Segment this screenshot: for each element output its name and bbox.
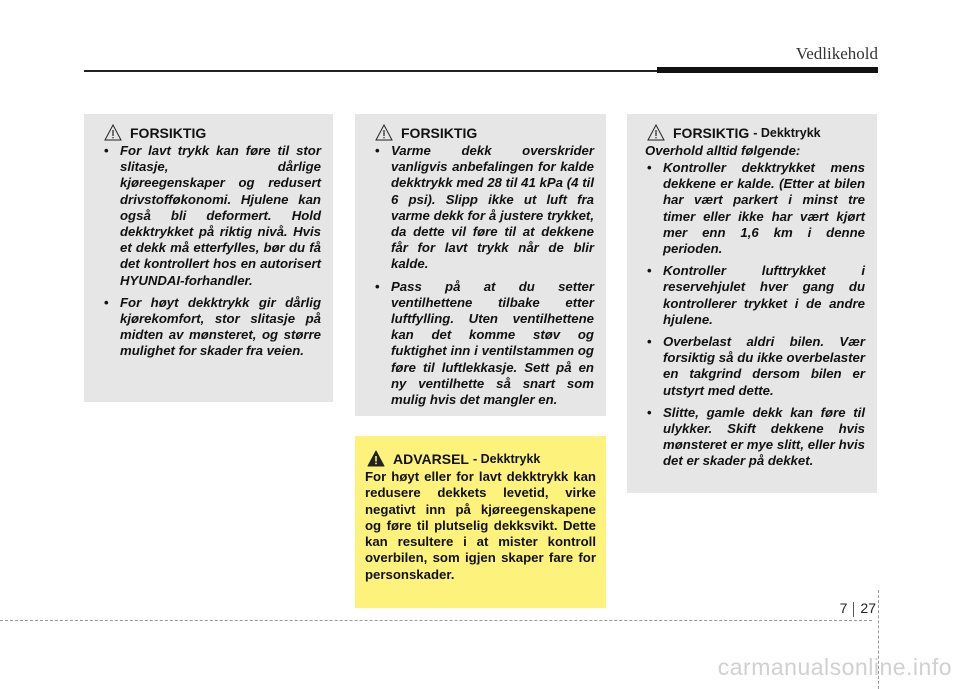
- caution-title-text: FORSIKTIG: [673, 124, 750, 141]
- warning-triangle-icon: [367, 450, 385, 467]
- warning-title-text: ADVARSEL: [393, 450, 469, 467]
- chapter-number: 7: [839, 600, 848, 616]
- caution-box-right: [627, 114, 877, 493]
- caution-list: [645, 160, 865, 470]
- page-number-value: 27: [860, 600, 876, 616]
- watermark: carmanualsonline.info: [717, 654, 952, 680]
- caution-title-text: FORSIKTIG: [401, 124, 478, 141]
- list-item: • For høyt dekktrykk gir dårlig kjørekomfort, stor slitasje på midten av mønsteret, og større mulighet for skader fra veien.: [102, 295, 321, 360]
- list-item: • Kontroller dekktrykket mens dekkene er kalde. (Etter at bilen har vært parkert i minst tre timer eller ikke har vært kjørt mer enn 1,6 km i denne perioden.: [645, 160, 865, 257]
- caution-title-text: FORSIKTIG: [130, 124, 207, 141]
- caution-title: [102, 124, 321, 141]
- list-item: • Varme dekk overskrider vanligvis anbefalingen for kalde dekktrykk med 28 til 41 kPa (4 til 6 psi). Slipp ikke ut luft fra varme dekk for å justere trykket, da dette vil føre til at dekkene får for lavt trykk når de blir kalde.: [373, 143, 594, 273]
- caution-subtitle: - Dekktrykk: [753, 125, 821, 140]
- caution-triangle-icon: [375, 124, 393, 141]
- list-item: • Pass på at du setter ventilhettene tilbake etter luftfylling. Uten ventilhettene kan det komme støv og fuktighet inn i ventilstammen og føre til luftlekkasje. Sett på en ny ventilhette så snart som mulig hvis det mangler en.: [373, 279, 594, 409]
- warning-subtitle: - Dekktrykk: [472, 451, 541, 466]
- list-item: • Slitte, gamle dekk kan føre til ulykker. Skift dekkene hvis mønsteret er mye slitt, eller hvis det er skader på dekket.: [645, 405, 865, 470]
- list-item: • Kontroller lufttrykket i reservehjulet hver gang du kontrollerer trykket i de andre hjulene.: [645, 263, 865, 328]
- caution-box-middle: [355, 114, 606, 416]
- warning-box: [355, 436, 606, 608]
- header-rule: [84, 70, 657, 72]
- caution-triangle-icon: [647, 124, 665, 141]
- caution-list: [102, 143, 321, 360]
- caution-box-left: [84, 114, 333, 402]
- list-item: • For lavt trykk kan føre til stor slitasje, dårlige kjøreegenskaper og redusert drivstofføkonomi. Hjulene kan også bli deformert. Hold dekktrykket på riktig nivå. Hvis et dekk må etterfylles, bør du få det kontrollert hos en autorisert HYUNDAI-forhandler.: [102, 143, 321, 289]
- page-number-divider: [853, 602, 854, 617]
- page-number: [840, 600, 876, 617]
- caution-list: [373, 143, 594, 408]
- footer-rule: [0, 620, 872, 621]
- section-title: Vedlikehold: [795, 44, 878, 63]
- list-item: • Overbelast aldri bilen. Vær forsiktig så du ikke overbelaster en takgrind dersom bilen er utstyrt med dette.: [645, 334, 865, 399]
- caution-lead: Overhold alltid følgende:: [645, 143, 801, 158]
- warning-title: [365, 450, 596, 467]
- warning-text: For høyt eller for lavt dekktrykk kan redusere dekkets levetid, virke negativt inn på kjøreegenskapene og føre til plutselig dekksvikt. Dette kan resultere i at mister kontroll overbilen, som igjen skaper fare for personskader.: [365, 469, 596, 582]
- caution-triangle-icon: [104, 124, 122, 141]
- caution-title: [373, 124, 594, 141]
- header-rule-accent: [657, 67, 878, 73]
- caution-title: [645, 124, 865, 141]
